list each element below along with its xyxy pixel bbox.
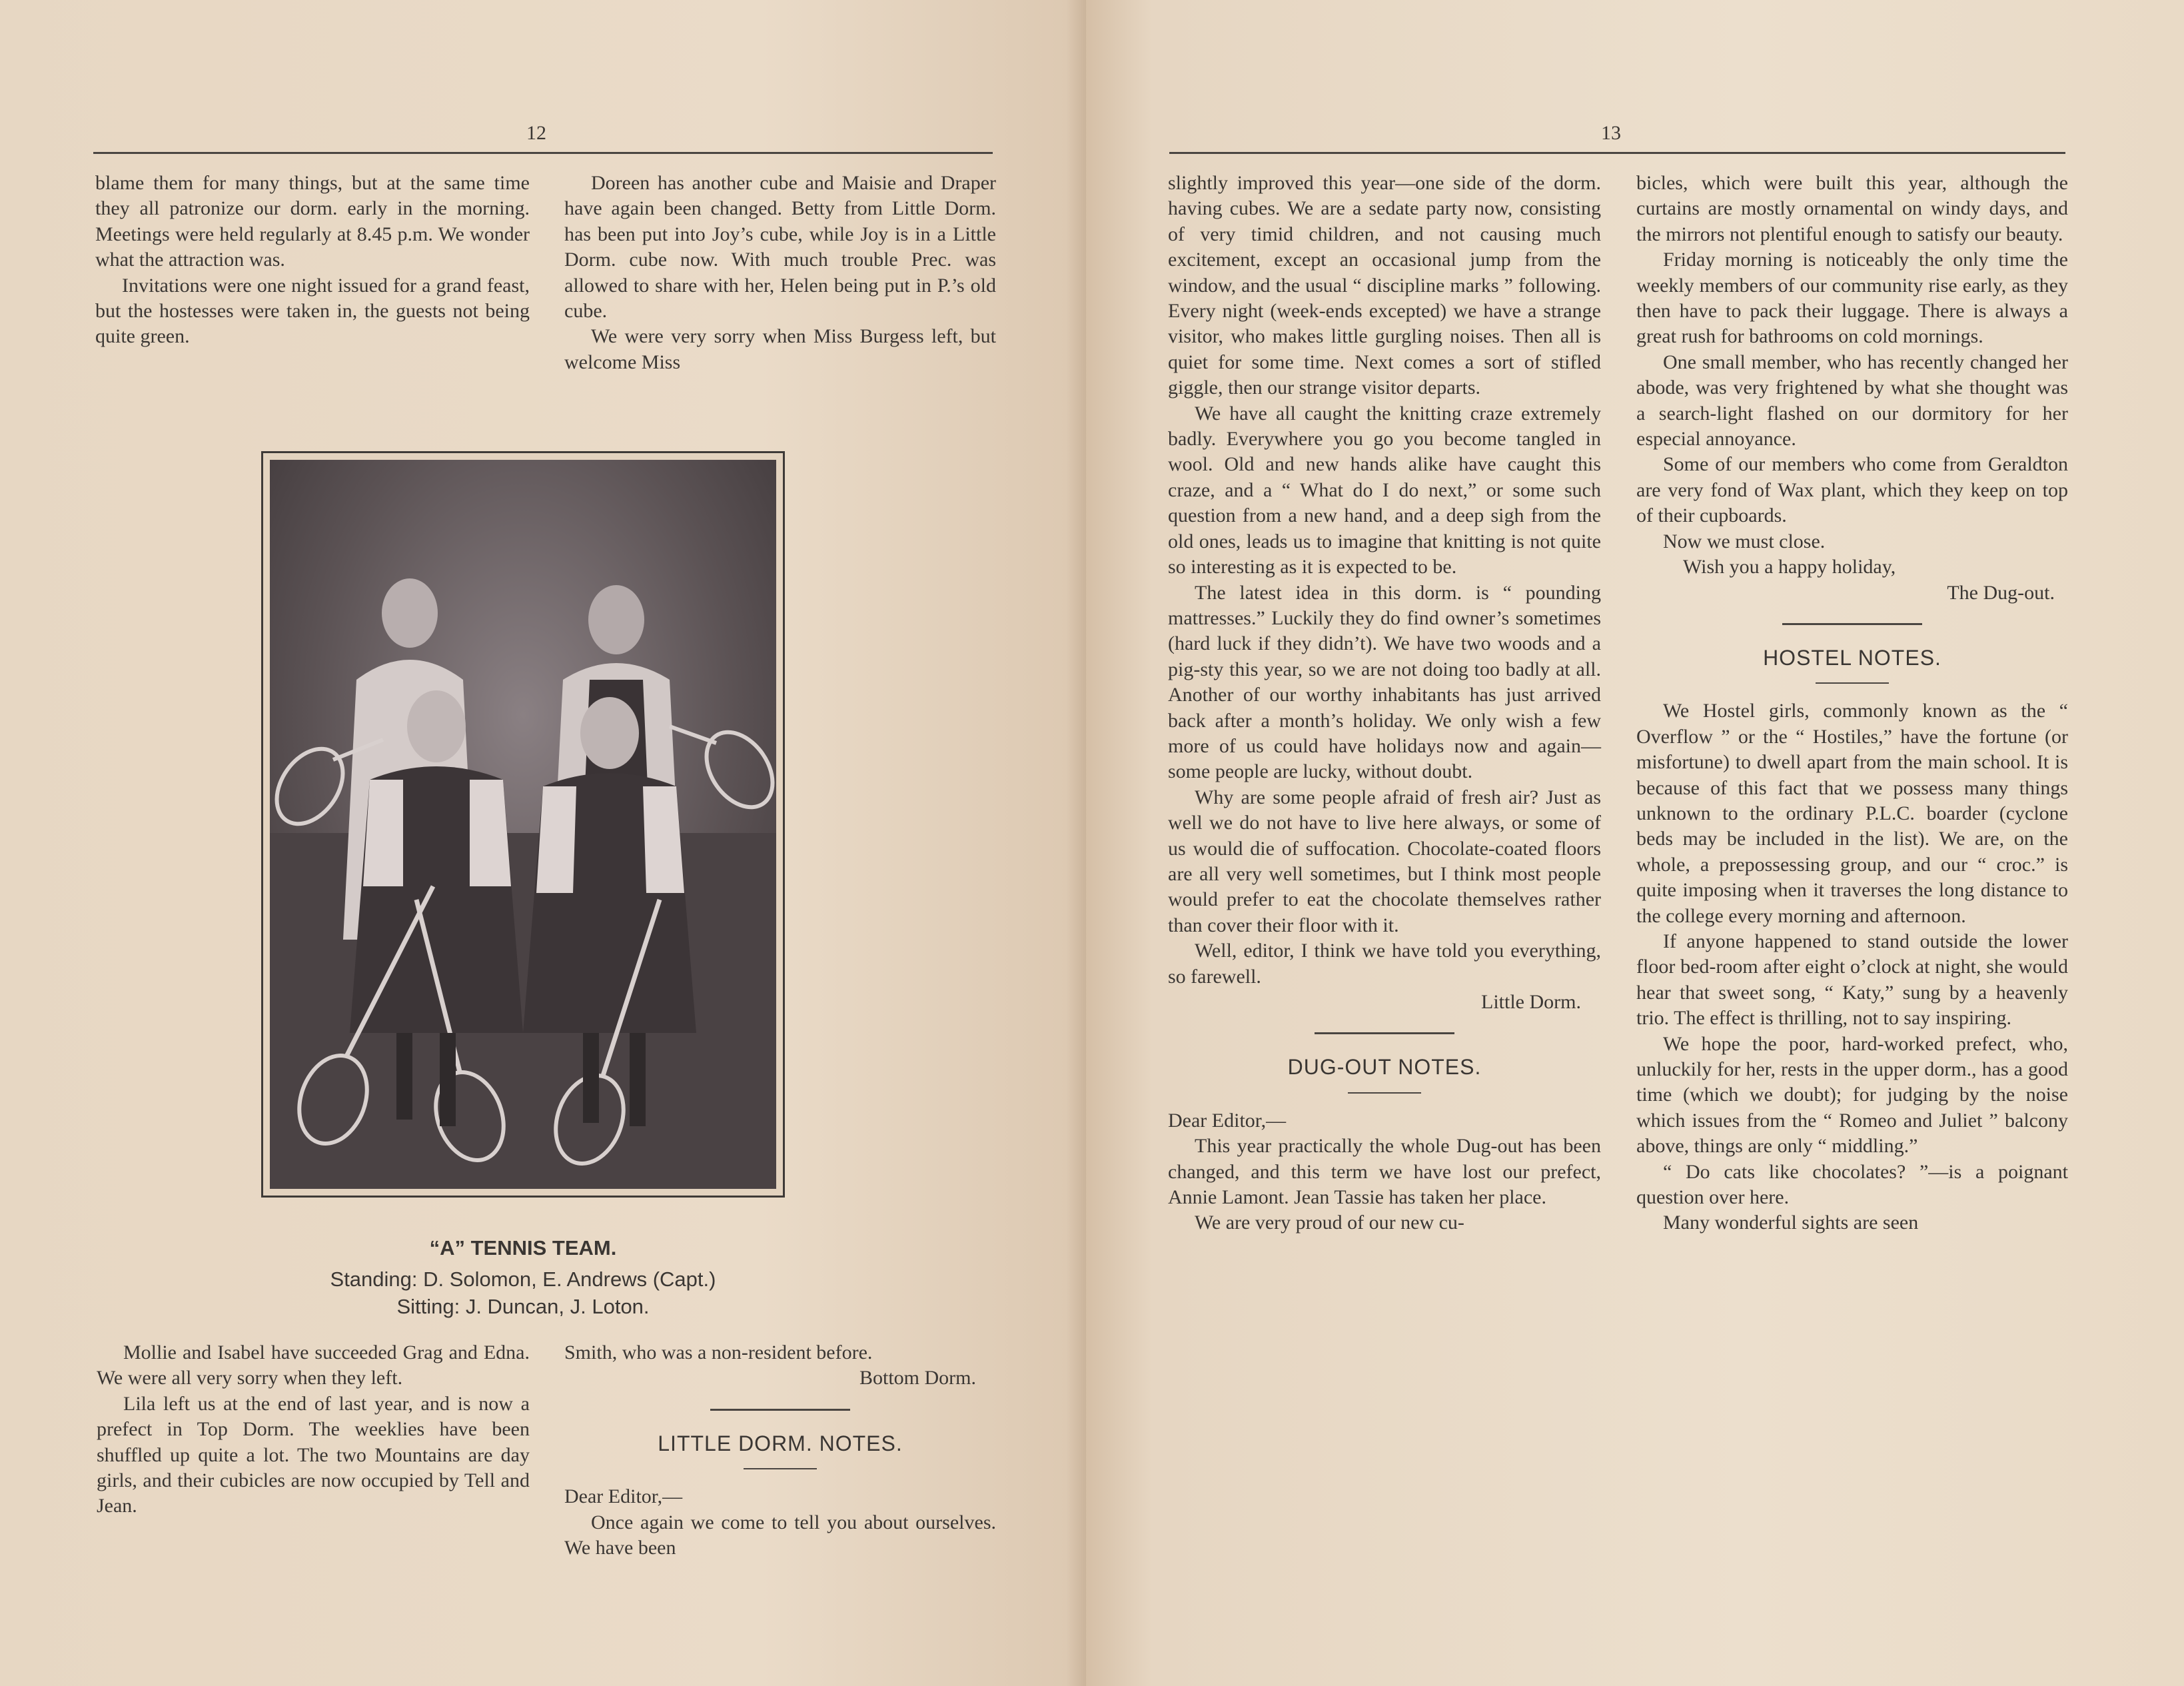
- ornament-rule: [710, 1409, 850, 1411]
- left-column-top: [95, 171, 530, 350]
- left-column: [1168, 171, 1601, 1236]
- paragraph: If anyone happened to stand outside the lower floor bed-room after eight o’clock at night, she would hear that sweet song, “ Katy,” sung by a heavenly trio. The effect is thrilling, not to say inspiring.: [1636, 930, 2068, 1030]
- paragraph: Why are some people afraid of fresh air? Just as well we do not have to live here always, or some of us would die of suffocation. Chocolate-coated floors are all very well sometimes, but I think most people would prefer to eat the chocolate themselves rather than cover their floor with it.: [1168, 786, 1601, 936]
- page-number-12: 12: [526, 122, 546, 144]
- paragraph: Once again we come to tell you about ourselves. We have been: [564, 1511, 996, 1559]
- closing-wish: Wish you a happy holiday,: [1683, 556, 1896, 578]
- page-number-13: 13: [1601, 122, 1621, 144]
- paragraph: This year practically the whole Dug-out has been changed, and this term we have lost our prefect, Annie Lamont. Jean Tassie has taken her place.: [1168, 1135, 1601, 1209]
- left-column-bottom: [97, 1340, 530, 1519]
- signoff: Little Dorm.: [1481, 991, 1581, 1013]
- paragraph: Doreen has another cube and Maisie and Draper have again been changed. Betty from Little Dorm. has been put into Joy’s cube, while Joy is in a Little Dorm. cube now. With much trouble Prec. was allowed to share with her, Helen being put in P.’s old cube.: [564, 172, 996, 323]
- left-page: [0, 0, 1086, 1686]
- tennis-team-photo-frame: [261, 451, 785, 1198]
- ornament-rule: [1782, 623, 1922, 625]
- paragraph: We Hostel girls, commonly known as the “ Overflow ” or the “ Hostiles,” have the fortune (or misfortune) to dwell apart from the main school. It is because of this fact that we possess many things unknown to the ordinary P.L.C. boarder (cyclone beds may be included in the list). We are, on the whole, a prepossessing group, and our “ croc.” is quite imposing when it traverses the long distance to the college every morning and afternoon.: [1636, 700, 2068, 927]
- paragraph: “ Do cats like chocolates? ”—is a poignant question over here.: [1636, 1160, 2068, 1209]
- paragraph: Mollie and Isabel have succeeded Grag and Edna. We were all very sorry when they left.: [97, 1341, 530, 1389]
- paragraph: bicles, which were built this year, although the curtains are mostly ornamental on windy days, and the mirrors not plentiful enough to satisfy our beauty.: [1636, 172, 2068, 245]
- paragraph: Some of our members who come from Geraldton are very fond of Wax plant, which they keep on top of their cupboards.: [1636, 453, 2068, 527]
- signoff: Bottom Dorm.: [859, 1367, 976, 1389]
- tennis-team-photo: [270, 460, 776, 1189]
- paragraph: One small member, who has recently changed her abode, was very frightened by what she thought was a search-light flashed on our dormitory for her especial annoyance.: [1636, 351, 2068, 450]
- section-heading: HOSTEL NOTES.: [1763, 645, 1941, 670]
- paragraph: Well, editor, I think we have told you everything, so farewell.: [1168, 940, 1601, 988]
- paragraph: We were very sorry when Miss Burgess left, but welcome Miss: [564, 325, 996, 373]
- paragraph: Smith, who was a non-resident before.: [564, 1341, 873, 1363]
- salutation: Dear Editor,—: [1168, 1109, 1287, 1132]
- header-rule: [1169, 152, 2065, 154]
- ornament-rule: [744, 1468, 817, 1469]
- paragraph: We are very proud of our new cu-: [1195, 1212, 1464, 1234]
- paragraph: blame them for many things, but at the same time they all patronize our dorm. early in the morning. Meetings were held regularly at 8.45 p.m. We wonder what the attraction was.: [95, 172, 530, 271]
- right-column-bottom: [564, 1340, 996, 1561]
- photo-caption-title: “A” TENNIS TEAM.: [429, 1236, 617, 1260]
- ornament-rule: [1315, 1032, 1454, 1034]
- paragraph: slightly improved this year—one side of the dorm. having cubes. We are a sedate party now, consisting of very timid children, and not causing much excitement, except an occasional jump from the window, and the usual “ discipline marks ” following. Every night (week-ends excepted) we have a strange visitor, who makes little gurgling noises. Then all is quiet for some time. Next comes a sort of stifled giggle, then our strange visitor departs.: [1168, 172, 1601, 399]
- paragraph: Invitations were one night issued for a grand feast, but the hostesses were taken in, the guests not being quite green.: [95, 274, 530, 348]
- paragraph: We hope the poor, hard-worked prefect, who, unluckily for her, rests in the upper dorm., has a good time (which we doubt); for judging by the noise which issues from the “ Romeo and Juliet ” balcony above, things are only “ middling.”: [1636, 1032, 2068, 1158]
- ornament-rule: [1816, 682, 1889, 684]
- ornament-rule: [1348, 1092, 1421, 1094]
- signoff: The Dug-out.: [1947, 581, 2055, 604]
- photo-caption-standing: Standing: D. Solomon, E. Andrews (Capt.): [330, 1267, 716, 1291]
- right-column-top: [564, 171, 996, 375]
- salutation: Dear Editor,—: [564, 1485, 683, 1508]
- paragraph: Friday morning is noticeably the only time the weekly members of our community rise early, as they then have to pack their luggage. There is always a great rush for bathrooms on cold mornings.: [1636, 249, 2068, 348]
- paragraph: We have all caught the knitting craze extremely badly. Everywhere you go you become tangled in wool. Old and new hands alike have caught this craze, and a “ What do I do next,” or some such question from a new hand, and a deep sigh from the old ones, leads us to imagine that knitting is not quite so interesting as it is expected to be.: [1168, 402, 1601, 578]
- paragraph: Many wonderful sights are seen: [1663, 1212, 1919, 1234]
- photo-caption-sitting: Sitting: J. Duncan, J. Loton.: [396, 1295, 650, 1318]
- paragraph: The latest idea in this dorm. is “ pounding mattresses.” Luckily they do find owner’s sometimes (hard luck if they didn’t). We have two woods and a pig-sty this year, so we are not doing too badly at all. Another of our worthy inhabitants has just arrived back after a month’s holiday. We only wish a few more of us could have holidays now and again—some people are lucky, without doubt.: [1168, 581, 1601, 783]
- right-page: [1086, 0, 2184, 1686]
- section-heading: LITTLE DORM. NOTES.: [658, 1431, 903, 1455]
- section-heading: DUG-OUT NOTES.: [1287, 1055, 1482, 1080]
- header-rule: [93, 152, 993, 154]
- paragraph: Now we must close.: [1663, 530, 1826, 552]
- right-column: [1636, 171, 2068, 1236]
- tennis-team-photo-image: [270, 460, 776, 1189]
- paragraph: Lila left us at the end of last year, and is now a prefect in Top Dorm. The weeklies have been shuffled up quite a lot. The two Mountains are day girls, and their cubicles are now occupied by Tell and Jean.: [97, 1392, 530, 1517]
